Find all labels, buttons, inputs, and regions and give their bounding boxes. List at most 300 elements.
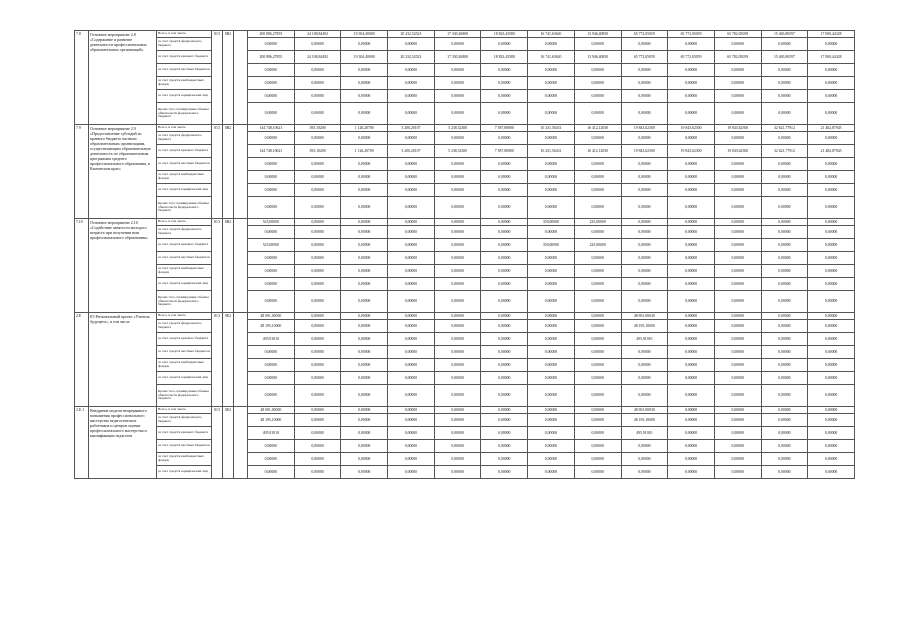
- amount-cell: 495,91010: [621, 333, 668, 346]
- amount-cell: 0,00000: [574, 184, 621, 197]
- amount-cell: 19 304,40000: [341, 51, 388, 64]
- amount-cell: 0,00000: [294, 291, 341, 313]
- program-code: 0В2: [223, 125, 234, 219]
- amount-cell: 0,00000: [574, 414, 621, 427]
- funding-source-label: Всего, в том числе: [157, 407, 212, 414]
- amount-cell: 0,00000: [388, 407, 435, 414]
- amount-cell: 0,00000: [621, 440, 668, 453]
- amount-cell: 0,00000: [528, 197, 575, 219]
- amount-cell: 0,00000: [668, 252, 715, 265]
- amount-cell: 0,00000: [341, 132, 388, 145]
- amount-cell: 0,00000: [621, 278, 668, 291]
- amount-cell: 0,00000: [481, 103, 528, 125]
- amount-cell: 0,00000: [808, 197, 855, 219]
- amount-cell: 13 946,40850: [574, 51, 621, 64]
- amount-cell: 0,00000: [434, 197, 481, 219]
- amount-cell: 0,00000: [761, 372, 808, 385]
- amount-cell: 0,00000: [528, 385, 575, 407]
- amount-cell: 0,00000: [761, 385, 808, 407]
- amount-cell: 19 843,62300: [668, 145, 715, 158]
- amount-cell: 0,00000: [621, 64, 668, 77]
- amount-cell: 0,00000: [668, 453, 715, 466]
- amount-cell: 0,00000: [481, 132, 528, 145]
- table-row: [75, 453, 855, 466]
- funding-source-label: за счет средств юридических лиц: [157, 90, 212, 103]
- amount-cell: 0,00000: [388, 38, 435, 51]
- amount-cell: 0,00000: [808, 64, 855, 77]
- amount-cell: 0,00000: [714, 38, 761, 51]
- amount-cell: 0,00000: [621, 372, 668, 385]
- amount-cell: 495,91010: [621, 427, 668, 440]
- amount-cell: 0,00000: [714, 320, 761, 333]
- amount-cell: 0,00000: [808, 265, 855, 278]
- amount-cell: 0,00000: [341, 407, 388, 414]
- amount-cell: 0,00000: [668, 184, 715, 197]
- amount-cell: 0,00000: [248, 359, 295, 372]
- funding-source-label: за счет средств местных бюджетов: [157, 346, 212, 359]
- budget-table: [74, 30, 855, 479]
- amount-cell: 0,00000: [668, 77, 715, 90]
- funding-source-label: за счет средств краевого бюджета: [157, 239, 212, 252]
- amount-cell: 0,00000: [434, 414, 481, 427]
- amount-cell: 0,00000: [248, 90, 295, 103]
- table-row: [75, 414, 855, 427]
- amount-cell: 0,00000: [481, 171, 528, 184]
- amount-cell: 0,00000: [714, 427, 761, 440]
- amount-cell: 0,00000: [574, 385, 621, 407]
- amount-cell: 0,00000: [341, 64, 388, 77]
- amount-cell: 0,00000: [248, 64, 295, 77]
- amount-cell: 0,00000: [528, 103, 575, 125]
- amount-cell: 0,00000: [714, 197, 761, 219]
- table-row: [75, 239, 855, 252]
- amount-cell: 0,00000: [808, 372, 855, 385]
- amount-cell: 0,00000: [714, 171, 761, 184]
- funding-source-label: за счет средств юридических лиц: [157, 466, 212, 479]
- amount-cell: 0,00000: [761, 346, 808, 359]
- amount-cell: 0,00000: [574, 333, 621, 346]
- amount-cell: 225,00000: [574, 219, 621, 226]
- amount-cell: 0,00000: [434, 90, 481, 103]
- table-row: [75, 407, 855, 414]
- amount-cell: 20 232,52523: [388, 31, 435, 38]
- amount-cell: 0,00000: [761, 359, 808, 372]
- amount-cell: 0,00000: [294, 453, 341, 466]
- amount-cell: 0,00000: [528, 64, 575, 77]
- amount-cell: 0,00000: [248, 466, 295, 479]
- amount-cell: 48 691,00030: [248, 407, 295, 414]
- amount-cell: 0,00000: [714, 453, 761, 466]
- funding-source-label: за счет средств местных бюджетов: [157, 64, 212, 77]
- amount-cell: 0,00000: [481, 252, 528, 265]
- amount-cell: 0,00000: [294, 226, 341, 239]
- amount-cell: 0,00000: [621, 184, 668, 197]
- amount-cell: 0,00000: [528, 320, 575, 333]
- amount-cell: 0,00000: [294, 313, 341, 320]
- funding-source-label: за счет средств федерального бюджета: [157, 320, 212, 333]
- table-row: [75, 320, 855, 333]
- amount-cell: 393,10200: [294, 125, 341, 132]
- amount-cell: 0,00000: [388, 440, 435, 453]
- amount-cell: 0,00000: [248, 77, 295, 90]
- amount-cell: 0,00000: [248, 103, 295, 125]
- amount-cell: 0,00000: [341, 38, 388, 51]
- funding-source-label: за счет средств внебюджетных фондов: [157, 453, 212, 466]
- amount-cell: 0,00000: [808, 333, 855, 346]
- amount-cell: 0,00000: [528, 171, 575, 184]
- amount-cell: 0,00000: [528, 132, 575, 145]
- measure-name: Основное мероприятие 2.9 «Предоставление субсидий из краевого бюджета частным образовательным организациям, осуществляющим образовательную деятельность по образовательным программам среднего профессионального образования, в Камчатском крае»: [89, 125, 157, 219]
- amount-cell: 48 195,10000: [248, 320, 295, 333]
- amount-cell: 65 772,05059: [668, 31, 715, 38]
- funding-source-label: Всего, в том числе: [157, 313, 212, 320]
- amount-cell: 0,00000: [528, 466, 575, 479]
- amount-cell: 0,00000: [388, 64, 435, 77]
- amount-cell: 16 412,12030: [574, 145, 621, 158]
- amount-cell: 0,00000: [714, 219, 761, 226]
- amount-cell: 0,00000: [341, 219, 388, 226]
- amount-cell: 0,00000: [341, 385, 388, 407]
- amount-cell: 0,00000: [388, 226, 435, 239]
- amount-cell: 0,00000: [294, 278, 341, 291]
- table-row: [75, 385, 855, 407]
- amount-cell: 0,00000: [761, 453, 808, 466]
- amount-cell: 495,91010: [248, 427, 295, 440]
- measure-name: Основное мероприятие 2.10 «Содействие занятости молодого возраста при получении ими профессионального образования»: [89, 219, 157, 313]
- funding-source-label: Кроме того, планируемые объемы обязательств федерального бюджета: [157, 385, 212, 407]
- amount-cell: 0,00000: [528, 407, 575, 414]
- funding-source-label: Всего, в том числе: [157, 125, 212, 132]
- table-row: [75, 278, 855, 291]
- row-index: 2.Е.1: [75, 407, 89, 479]
- amount-cell: 0,00000: [714, 313, 761, 320]
- amount-cell: 0,00000: [388, 239, 435, 252]
- amount-cell: 0,00000: [341, 372, 388, 385]
- amount-cell: 0,00000: [528, 414, 575, 427]
- amount-cell: 0,00000: [668, 466, 715, 479]
- amount-cell: 0,00000: [574, 278, 621, 291]
- funding-source-label: за счет средств внебюджетных фондов: [157, 359, 212, 372]
- amount-cell: 0,00000: [434, 38, 481, 51]
- amount-cell: 0,00000: [341, 158, 388, 171]
- table-row: [75, 197, 855, 219]
- amount-cell: 0,00000: [434, 407, 481, 414]
- funding-source-label: Кроме того, планируемые объемы обязательств федерального бюджета: [157, 197, 212, 219]
- amount-cell: 0,00000: [248, 38, 295, 51]
- amount-cell: 0,00000: [294, 64, 341, 77]
- amount-cell: 0,00000: [388, 372, 435, 385]
- amount-cell: 0,00000: [574, 453, 621, 466]
- ministry-code: 813: [212, 313, 223, 407]
- amount-cell: 0,00000: [388, 132, 435, 145]
- amount-cell: 0,00000: [388, 265, 435, 278]
- amount-cell: 0,00000: [294, 38, 341, 51]
- amount-cell: 48 195,10000: [621, 320, 668, 333]
- ministry-code: 813: [212, 31, 223, 125]
- amount-cell: 0,00000: [621, 132, 668, 145]
- amount-cell: 0,00000: [621, 226, 668, 239]
- amount-cell: 0,00000: [434, 320, 481, 333]
- amount-cell: 0,00000: [808, 414, 855, 427]
- amount-cell: 16 741,63620: [528, 31, 575, 38]
- amount-cell: 0,00000: [761, 407, 808, 414]
- amount-cell: 0,00000: [761, 197, 808, 219]
- amount-cell: 0,00000: [621, 38, 668, 51]
- amount-cell: 20 232,52523: [388, 51, 435, 64]
- row-index: 7.8: [75, 31, 89, 125]
- amount-cell: 0,00000: [294, 320, 341, 333]
- amount-cell: 0,00000: [621, 90, 668, 103]
- amount-cell: 0,00000: [574, 197, 621, 219]
- amount-cell: 0,00000: [481, 226, 528, 239]
- amount-cell: 0,00000: [714, 346, 761, 359]
- amount-cell: 0,00000: [574, 38, 621, 51]
- amount-cell: 0,00000: [621, 219, 668, 226]
- amount-cell: 0,00000: [808, 132, 855, 145]
- blank-cell: [234, 31, 248, 125]
- amount-cell: 0,00000: [341, 346, 388, 359]
- amount-cell: 0,00000: [808, 158, 855, 171]
- amount-cell: 0,00000: [808, 440, 855, 453]
- amount-cell: 0,00000: [528, 158, 575, 171]
- amount-cell: 0,00000: [481, 77, 528, 90]
- program-code: 0Е2: [223, 407, 234, 479]
- amount-cell: 5 238,52300: [434, 145, 481, 158]
- amount-cell: 0,00000: [294, 265, 341, 278]
- blank-cell: [234, 407, 248, 479]
- blank-cell: [234, 313, 248, 407]
- amount-cell: 0,00000: [341, 359, 388, 372]
- amount-cell: 0,00000: [294, 385, 341, 407]
- program-code: 0В2: [223, 31, 234, 125]
- amount-cell: 0,00000: [808, 427, 855, 440]
- amount-cell: 32 621,77912: [761, 145, 808, 158]
- amount-cell: 0,00000: [434, 171, 481, 184]
- amount-cell: 0,00000: [434, 427, 481, 440]
- amount-cell: 0,00000: [248, 265, 295, 278]
- amount-cell: 48 195,10000: [621, 414, 668, 427]
- amount-cell: 0,00000: [388, 313, 435, 320]
- amount-cell: 0,00000: [574, 466, 621, 479]
- amount-cell: 144 748,10621: [248, 125, 295, 132]
- amount-cell: 0,00000: [808, 453, 855, 466]
- row-index: 2.Е: [75, 313, 89, 407]
- amount-cell: 19 304,40000: [341, 31, 388, 38]
- amount-cell: 0,00000: [668, 407, 715, 414]
- funding-source-label: за счет средств федерального бюджета: [157, 226, 212, 239]
- amount-cell: 0,00000: [668, 265, 715, 278]
- amount-cell: 0,00000: [294, 440, 341, 453]
- program-code: 0В2: [223, 219, 234, 313]
- amount-cell: 0,00000: [481, 239, 528, 252]
- amount-cell: 0,00000: [668, 38, 715, 51]
- amount-cell: 0,00000: [481, 184, 528, 197]
- amount-cell: 0,00000: [528, 313, 575, 320]
- amount-cell: 0,00000: [248, 385, 295, 407]
- amount-cell: 0,00000: [248, 278, 295, 291]
- amount-cell: 0,00000: [388, 77, 435, 90]
- amount-cell: 0,00000: [574, 103, 621, 125]
- amount-cell: 0,00000: [481, 385, 528, 407]
- amount-cell: 0,00000: [714, 278, 761, 291]
- amount-cell: 0,00000: [761, 466, 808, 479]
- amount-cell: 0,00000: [248, 372, 295, 385]
- amount-cell: 0,00000: [388, 90, 435, 103]
- amount-cell: 0,00000: [668, 291, 715, 313]
- amount-cell: 0,00000: [434, 239, 481, 252]
- amount-cell: 0,00000: [294, 184, 341, 197]
- amount-cell: 3 200,20107: [388, 145, 435, 158]
- amount-cell: 0,00000: [574, 291, 621, 313]
- amount-cell: 0,00000: [434, 184, 481, 197]
- amount-cell: 0,00000: [668, 64, 715, 77]
- amount-cell: 0,00000: [434, 385, 481, 407]
- amount-cell: 0,00000: [294, 77, 341, 90]
- amount-cell: 0,00000: [341, 103, 388, 125]
- amount-cell: 0,00000: [574, 440, 621, 453]
- amount-cell: 0,00000: [714, 226, 761, 239]
- funding-source-label: за счет средств местных бюджетов: [157, 158, 212, 171]
- amount-cell: 0,00000: [341, 77, 388, 90]
- funding-source-label: за счет средств краевого бюджета: [157, 333, 212, 346]
- amount-cell: 0,00000: [434, 359, 481, 372]
- amount-cell: 0,00000: [388, 278, 435, 291]
- blank-cell: [234, 125, 248, 219]
- table-row: [75, 184, 855, 197]
- amount-cell: 0,00000: [481, 219, 528, 226]
- amount-cell: 0,00000: [434, 278, 481, 291]
- amount-cell: 17 000,44328: [808, 31, 855, 38]
- amount-cell: 0,00000: [481, 90, 528, 103]
- amount-cell: 0,00000: [574, 320, 621, 333]
- amount-cell: 0,00000: [434, 313, 481, 320]
- amount-cell: 48 691,00030: [248, 313, 295, 320]
- amount-cell: 0,00000: [714, 466, 761, 479]
- amount-cell: 19 843,62300: [621, 125, 668, 132]
- amount-cell: 0,00000: [434, 333, 481, 346]
- amount-cell: 0,00000: [668, 359, 715, 372]
- amount-cell: 0,00000: [761, 313, 808, 320]
- amount-cell: 0,00000: [248, 252, 295, 265]
- amount-cell: 0,00000: [668, 372, 715, 385]
- amount-cell: 48 691,00030: [621, 407, 668, 414]
- amount-cell: 0,00000: [341, 333, 388, 346]
- funding-source-label: за счет средств федерального бюджета: [157, 38, 212, 51]
- amount-cell: 0,00000: [481, 346, 528, 359]
- amount-cell: 0,00000: [574, 158, 621, 171]
- amount-cell: 0,00000: [434, 64, 481, 77]
- amount-cell: 0,00000: [621, 466, 668, 479]
- amount-cell: 0,00000: [808, 90, 855, 103]
- amount-cell: 0,00000: [714, 239, 761, 252]
- amount-cell: 0,00000: [388, 359, 435, 372]
- table-row: [75, 427, 855, 440]
- amount-cell: 0,00000: [481, 466, 528, 479]
- amount-cell: 0,00000: [434, 372, 481, 385]
- table-row: [75, 219, 855, 226]
- amount-cell: 0,00000: [248, 158, 295, 171]
- amount-cell: 0,00000: [481, 359, 528, 372]
- amount-cell: 0,00000: [341, 466, 388, 479]
- table-row: [75, 333, 855, 346]
- amount-cell: 0,00000: [621, 291, 668, 313]
- amount-cell: 0,00000: [574, 252, 621, 265]
- amount-cell: 0,00000: [808, 252, 855, 265]
- amount-cell: 0,00000: [294, 132, 341, 145]
- amount-cell: 0,00000: [341, 291, 388, 313]
- amount-cell: 19 843,62300: [621, 145, 668, 158]
- amount-cell: 0,00000: [761, 278, 808, 291]
- amount-cell: 0,00000: [481, 313, 528, 320]
- amount-cell: 0,00000: [341, 265, 388, 278]
- amount-cell: 0,00000: [761, 90, 808, 103]
- table-row: [75, 103, 855, 125]
- funding-source-label: за счет средств краевого бюджета: [157, 427, 212, 440]
- amount-cell: 0,00000: [714, 103, 761, 125]
- amount-cell: 350,00000: [528, 239, 575, 252]
- amount-cell: 65 782,05059: [714, 51, 761, 64]
- amount-cell: 0,00000: [528, 427, 575, 440]
- amount-cell: 0,00000: [808, 239, 855, 252]
- amount-cell: 0,00000: [341, 239, 388, 252]
- amount-cell: 0,00000: [528, 184, 575, 197]
- amount-cell: 0,00000: [808, 278, 855, 291]
- amount-cell: 0,00000: [808, 219, 855, 226]
- amount-cell: 0,00000: [761, 38, 808, 51]
- amount-cell: 0,00000: [294, 407, 341, 414]
- amount-cell: 0,00000: [668, 239, 715, 252]
- amount-cell: 0,00000: [528, 252, 575, 265]
- amount-cell: 13 946,40850: [574, 31, 621, 38]
- amount-cell: 7 587,80800: [481, 145, 528, 158]
- table-row: [75, 346, 855, 359]
- table-row: [75, 265, 855, 278]
- amount-cell: 0,00000: [341, 171, 388, 184]
- amount-cell: 0,00000: [481, 407, 528, 414]
- funding-source-label: за счет средств внебюджетных фондов: [157, 265, 212, 278]
- amount-cell: 0,00000: [388, 346, 435, 359]
- amount-cell: 0,00000: [528, 333, 575, 346]
- table-row: [75, 252, 855, 265]
- amount-cell: 0,00000: [388, 291, 435, 313]
- amount-cell: 0,00000: [714, 407, 761, 414]
- amount-cell: 0,00000: [341, 278, 388, 291]
- amount-cell: 0,00000: [481, 265, 528, 278]
- amount-cell: 0,00000: [761, 252, 808, 265]
- measure-name: Е5 Региональный проект «Учитель будущего», в том числе: [89, 313, 157, 407]
- amount-cell: 495,91010: [248, 333, 295, 346]
- amount-cell: 0,00000: [574, 171, 621, 184]
- amount-cell: 0,00000: [714, 184, 761, 197]
- amount-cell: 0,00000: [574, 372, 621, 385]
- amount-cell: 0,00000: [248, 226, 295, 239]
- amount-cell: 0,00000: [294, 252, 341, 265]
- amount-cell: 0,00000: [434, 158, 481, 171]
- funding-source-label: Кроме того, планируемые объемы обязательств федерального бюджета: [157, 291, 212, 313]
- amount-cell: 16 412,12030: [574, 125, 621, 132]
- table-row: [75, 440, 855, 453]
- amount-cell: 0,00000: [621, 453, 668, 466]
- ministry-code: 813: [212, 125, 223, 219]
- amount-cell: 0,00000: [714, 414, 761, 427]
- amount-cell: 16 741,63620: [528, 51, 575, 64]
- amount-cell: 0,00000: [294, 171, 341, 184]
- amount-cell: 0,00000: [294, 158, 341, 171]
- amount-cell: 0,00000: [668, 346, 715, 359]
- amount-cell: 0,00000: [434, 103, 481, 125]
- amount-cell: 0,00000: [294, 372, 341, 385]
- funding-source-label: за счет средств юридических лиц: [157, 278, 212, 291]
